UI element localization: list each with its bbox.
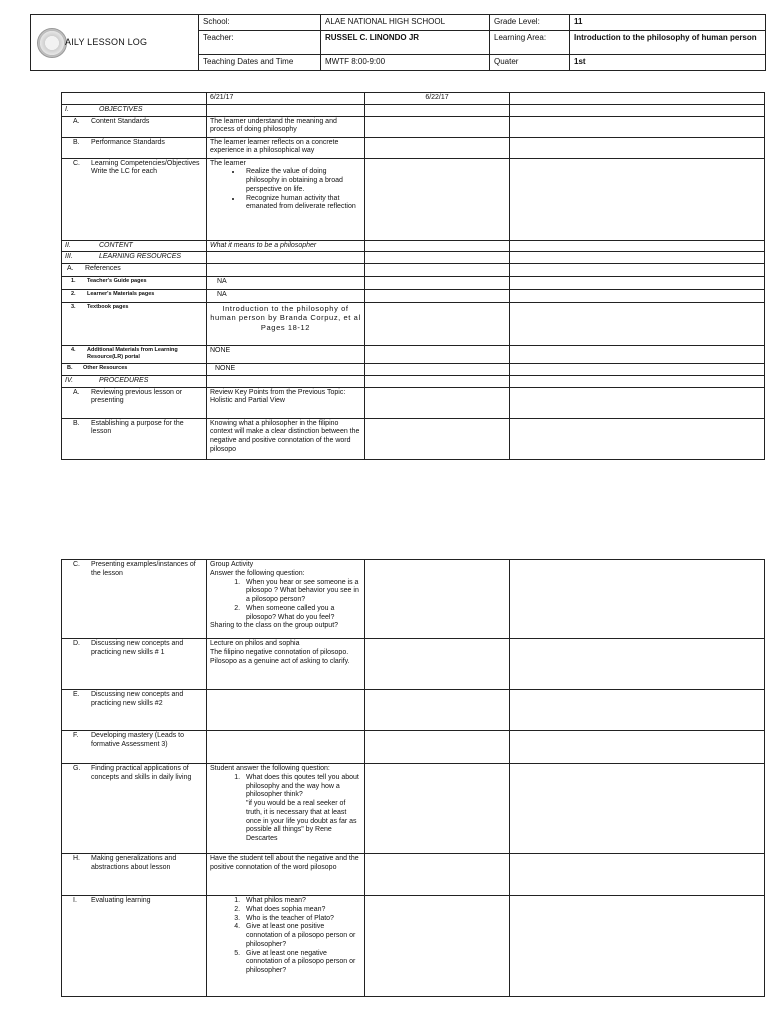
content-standards-value: The learner understand the meaning and process of doing philosophy — [207, 116, 365, 137]
review-value: Review Key Points from the Previous Topic: Holistic and Partial View — [207, 387, 365, 418]
applications-value: Student answer the following question: 1. What does this qoutes tell you about philosophy and the way how a philosopher think? "if you would be a real seeker of truth, it is necessary that at least once in your life you doubt as far as possible all things" by Rene Descartes — [207, 764, 365, 854]
area-value: Introduction to the philosophy of human person — [570, 31, 766, 55]
date-header-2: 6/22/17 — [365, 93, 510, 105]
evaluating-question: 1. What philos mean? — [242, 897, 361, 906]
section-objectives: I. OBJECTIVES — [62, 104, 207, 116]
row-label-references: A. References — [62, 264, 207, 277]
grade-value: 11 — [570, 15, 766, 31]
row-label-additional: 4. Additional Materials from Learning Resource(LR) portal — [62, 346, 207, 364]
evaluating-question: 3. Who is the teacher of Plato? — [242, 915, 361, 924]
section-content: II. CONTENT — [62, 240, 207, 252]
row-label-generalizations: H. Making generalizations and abstractions about lesson — [62, 854, 207, 896]
row-label-other-resources: B. Other Resources — [62, 364, 207, 376]
area-label: Learning Area: — [490, 31, 570, 55]
row-label-textbook: 3. Textbook pages — [62, 303, 207, 346]
school-label: School: — [199, 15, 321, 31]
evaluating-question: 5. Give at least one negative connotation of a pilosopo person or philosopher? — [242, 950, 361, 976]
row-label-competencies: C. Learning Competencies/Objectives Write the LC for each — [62, 158, 207, 240]
teacher-value: RUSSEL C. LINONDO JR — [321, 31, 490, 55]
lesson-table-page2 — [61, 559, 765, 997]
competencies-value: The learner • Realize the value of doing philosophy in obtaining a broad perspective on life. • Recognize human activity that emanated from deliverate reflection — [207, 158, 365, 240]
row-label-discussing-1: D. Discussing new concepts and practicing new skills # 1 — [62, 639, 207, 690]
row-label-review: A. Reviewing previous lesson or presenting — [62, 387, 207, 418]
other-resources-value: NONE — [207, 364, 365, 376]
row-label-content-standards: A. Content Standards — [62, 116, 207, 137]
row-label-performance-standards: B. Performance Standards — [62, 137, 207, 158]
section-procedures: IV. PROCEDURES — [62, 375, 207, 387]
date-header-1: 6/21/17 — [207, 93, 365, 105]
performance-standards-value: The learner learner reflects on a concrete experience in a philosophical way — [207, 137, 365, 158]
row-label-lm-pages: 2. Learner's Materials pages — [62, 290, 207, 303]
evaluating-question: 2. What does sophia mean? — [242, 906, 361, 915]
empty-cell — [510, 93, 765, 105]
deped-seal-icon — [37, 28, 67, 58]
descartes-quote: "if you would be a real seeker of truth, it is necessary that at least once in your life you doubt as far as possible all things" by Rene Descartes — [246, 800, 357, 842]
row-label-presenting: C. Presenting examples/instances of the lesson — [62, 560, 207, 639]
row-label-purpose: B. Establishing a purpose for the lesson — [62, 418, 207, 459]
discussing-1-value: Lecture on philos and sophia The filipino negative connotation of pilosopo. Pilosopo as a genuine act of asking to clarify. — [207, 639, 365, 690]
presenting-value: Group Activity Answer the following question: 1. When you hear or see someone is a pilosopo ? What behavior you see in a pilosopo person? 2. When someone called you a pilosopo? What do you feel? Sharing to the class on the group output? — [207, 560, 365, 639]
row-label-discussing-2: E. Discussing new concepts and practicing new skills #2 — [62, 690, 207, 731]
evaluating-value — [207, 896, 365, 997]
dates-value: MWTF 8:00-9:00 — [321, 55, 490, 71]
quarter-label: Quater — [490, 55, 570, 71]
tg-pages-value: NA — [207, 277, 365, 290]
row-label-mastery: F. Developing mastery (Leads to formative Assessment 3) — [62, 731, 207, 764]
applications-question: 1. What does this qoutes tell you about philosophy and the way how a philosopher think? — [242, 774, 361, 800]
header-table — [30, 14, 766, 71]
evaluating-question: 4. Give at least one positive connotation of a pilosopo person or philosopher? — [242, 923, 361, 949]
presenting-question: 2. When someone called you a pilosopo? What do you feel? — [242, 605, 361, 623]
teacher-label: Teacher: — [199, 31, 321, 55]
quarter-value: 1st — [570, 55, 766, 71]
dates-label: Teaching Dates and Time — [199, 55, 321, 71]
logo-text: AILY LESSON LOG — [65, 36, 148, 47]
presenting-question: 1. When you hear or see someone is a pilosopo ? What behavior you see in a pilosopo person? — [242, 579, 361, 605]
logo-cell — [31, 15, 199, 71]
school-value: ALAE NATIONAL HIGH SCHOOL — [321, 15, 490, 31]
row-label-applications: G. Finding practical applications of concepts and skills in daily living — [62, 764, 207, 854]
additional-value: NONE — [207, 346, 365, 364]
section-resources: III. LEARNING RESOURCES — [62, 252, 207, 264]
competency-bullet: • Realize the value of doing philosophy in obtaining a broad perspective on life. — [242, 168, 361, 194]
lm-pages-value: NA — [207, 290, 365, 303]
textbook-value: Introduction to the philosophy of human person by Branda Corpuz, et al Pages 18-12 — [207, 303, 365, 346]
competency-bullet: • Recognize human activity that emanated from deliverate reflection — [242, 195, 361, 213]
row-label-tg-pages: 1. Teacher's Guide pages — [62, 277, 207, 290]
lesson-table-page1 — [61, 92, 765, 460]
row-label-evaluating: I. Evaluating learning — [62, 896, 207, 997]
purpose-value: Knowing what a philosopher in the filipino context will make a clear distinction between the negative and positive connotation of the word pilosopo — [207, 418, 365, 459]
empty-cell — [62, 93, 207, 105]
content-value: What it means to be a philosopher — [207, 240, 365, 252]
generalizations-value: Have the student tell about the negative and the positive connotation of the word pilosopo — [207, 854, 365, 896]
grade-label: Grade Level: — [490, 15, 570, 31]
